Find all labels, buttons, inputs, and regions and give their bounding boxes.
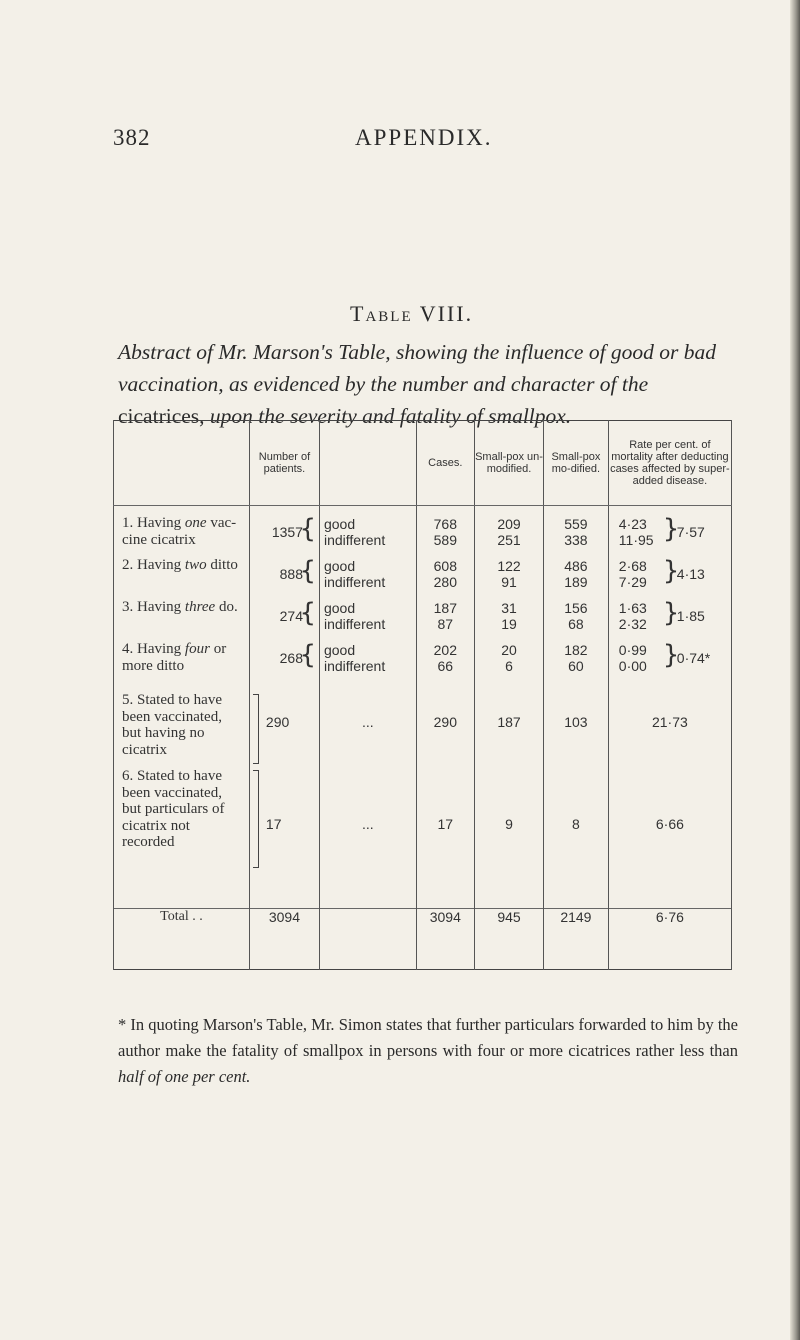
rate-value: 2·68 — [618, 558, 647, 574]
quality-value: good — [323, 600, 356, 616]
header-patients: Number of patients. — [249, 421, 319, 506]
unmodified-value: 209 — [497, 516, 521, 532]
group-label-prefix: 2. Having — [122, 557, 185, 573]
caption-part-1: Abstract of Mr. Marson's Table, showing the influence of good or bad vaccination, as evidenced by the number and character of the — [118, 340, 717, 396]
cases-column — [417, 506, 474, 908]
single-rate: 6·66 — [655, 816, 684, 832]
total-quality — [319, 909, 416, 970]
quality-value: good — [323, 558, 356, 574]
total-row — [114, 909, 732, 970]
group-label — [122, 557, 240, 574]
group-patients: 888 — [279, 566, 303, 582]
page-number: 382 — [113, 125, 151, 150]
modified-value: 486 — [564, 558, 588, 574]
group-patients: 274 — [279, 608, 303, 624]
brace-icon: { — [299, 640, 316, 670]
single-cases: 290 — [433, 714, 457, 730]
cases-value: 66 — [437, 658, 454, 674]
total-modified: 2149 — [544, 909, 609, 970]
rate-column — [609, 506, 731, 908]
header-quality — [319, 421, 416, 506]
right-brace-icon: } — [662, 514, 680, 544]
bracket-icon — [253, 770, 259, 868]
group-label-count: two — [184, 557, 207, 573]
total-unmodified: 945 — [475, 909, 544, 970]
label-column — [114, 506, 249, 908]
combined-rate: 4·13 — [676, 566, 705, 582]
header-cases: Cases. — [416, 421, 474, 506]
total-rate: 6·76 — [608, 909, 731, 970]
quality-value: indifferent — [323, 532, 386, 548]
patients-column — [250, 506, 319, 908]
brace-icon: { — [299, 514, 316, 544]
group-label-suffix: or more ditto — [122, 641, 227, 674]
group-patients: 268 — [279, 650, 303, 666]
modified-value: 338 — [564, 532, 588, 548]
bracket-icon — [253, 694, 259, 764]
single-quality: ... — [361, 714, 374, 730]
combined-rate: 7·57 — [676, 524, 705, 540]
cases-value: 768 — [433, 516, 457, 532]
combined-rate: 0·74* — [676, 650, 711, 666]
header-unmodified: Small-pox un-modified. — [475, 421, 544, 506]
modified-value: 189 — [564, 574, 588, 590]
single-unmodified: 187 — [497, 714, 521, 730]
single-label: 5. Stated to have been vaccinated, but having no cicatrix — [122, 692, 222, 758]
rate-value: 2·32 — [618, 616, 647, 632]
single-patients: 290 — [265, 714, 290, 730]
cases-value: 608 — [433, 558, 457, 574]
single-patients: 17 — [265, 816, 282, 832]
caption-part-2: cicatrices, — [118, 404, 205, 428]
header-rate: Rate per cent. of mortality after deducting cases affected by super-added disease. — [608, 421, 731, 506]
quality-value: indifferent — [323, 658, 386, 674]
brace-icon: { — [299, 598, 316, 628]
footnote-emphasis: half of one per cent. — [118, 1067, 251, 1086]
cases-value: 589 — [433, 532, 457, 548]
quality-value: good — [323, 642, 356, 658]
single-label: 6. Stated to have been vaccinated, but particulars of cicatrix not recorded — [122, 768, 225, 850]
group-label — [122, 515, 240, 548]
modified-value: 182 — [564, 642, 588, 658]
right-brace-icon: } — [662, 598, 680, 628]
rate-value: 11·95 — [618, 532, 654, 548]
brace-icon: { — [299, 556, 316, 586]
header-row — [114, 421, 732, 506]
right-brace-icon: } — [662, 556, 680, 586]
quality-value: good — [323, 516, 356, 532]
caption-part-3: upon the severity and fatality of smallpox. — [209, 404, 572, 428]
modified-value: 559 — [564, 516, 588, 532]
combined-rate: 1·85 — [676, 608, 705, 624]
right-brace-icon: } — [662, 640, 680, 670]
unmodified-value: 251 — [497, 532, 521, 548]
total-patients: 3094 — [249, 909, 319, 970]
single-rate: 21·73 — [651, 714, 688, 730]
rate-value: 0·99 — [618, 642, 647, 658]
footnote-text: * In quoting Marson's Table, Mr. Simon states that further particulars forwarded to him by the author make the fatality of smallpox in persons with four or more cicatrices rather less than — [118, 1015, 738, 1060]
modified-value: 60 — [568, 658, 584, 674]
group-label-count: one — [184, 515, 207, 531]
unmodified-value: 20 — [501, 642, 517, 658]
total-label: Total . . — [114, 909, 250, 970]
unmodified-value: 6 — [505, 658, 513, 674]
unmodified-value: 122 — [497, 558, 521, 574]
cases-value: 280 — [433, 574, 457, 590]
header-label — [114, 421, 250, 506]
quality-value: indifferent — [323, 616, 386, 632]
unmodified-column — [475, 506, 543, 908]
group-label-suffix: vac-cine cicatrix — [122, 515, 237, 548]
group-label — [122, 641, 240, 674]
running-head: APPENDIX. — [355, 125, 493, 150]
rate-value: 7·29 — [618, 574, 647, 590]
group-label-prefix: 4. Having — [122, 641, 185, 657]
rate-value: 0·00 — [618, 658, 647, 674]
total-cases: 3094 — [416, 909, 474, 970]
header-modified: Small-pox mo-dified. — [544, 421, 609, 506]
single-cases: 17 — [437, 816, 454, 832]
unmodified-value: 91 — [501, 574, 517, 590]
quality-value: indifferent — [323, 574, 386, 590]
cases-value: 202 — [433, 642, 457, 658]
group-label — [122, 599, 240, 616]
cases-value: 87 — [437, 616, 454, 632]
unmodified-value: 31 — [501, 600, 517, 616]
group-label-count: three — [184, 599, 216, 615]
group-label-prefix: 3. Having — [122, 599, 185, 615]
body-row — [114, 506, 732, 909]
modified-column — [544, 506, 608, 908]
page-edge-shadow — [790, 0, 800, 1340]
rate-value: 1·63 — [618, 600, 647, 616]
single-quality: ... — [361, 816, 374, 832]
single-modified: 8 — [572, 816, 580, 832]
group-label-suffix: ditto — [206, 557, 238, 573]
group-label-prefix: 1. Having — [122, 515, 185, 531]
single-unmodified: 9 — [505, 816, 513, 832]
footnote — [118, 1012, 738, 1090]
cases-value: 187 — [433, 600, 457, 616]
marson-table — [113, 420, 732, 970]
unmodified-value: 19 — [501, 616, 517, 632]
modified-value: 68 — [568, 616, 584, 632]
rate-value: 4·23 — [618, 516, 647, 532]
single-modified: 103 — [564, 714, 588, 730]
modified-value: 156 — [564, 600, 588, 616]
table-title: Table VIII. — [350, 301, 474, 326]
group-label-count: four — [184, 641, 210, 657]
group-patients: 1357 — [271, 524, 303, 540]
group-label-suffix: do. — [215, 599, 238, 615]
table-caption — [118, 336, 718, 432]
quality-column — [320, 506, 416, 908]
